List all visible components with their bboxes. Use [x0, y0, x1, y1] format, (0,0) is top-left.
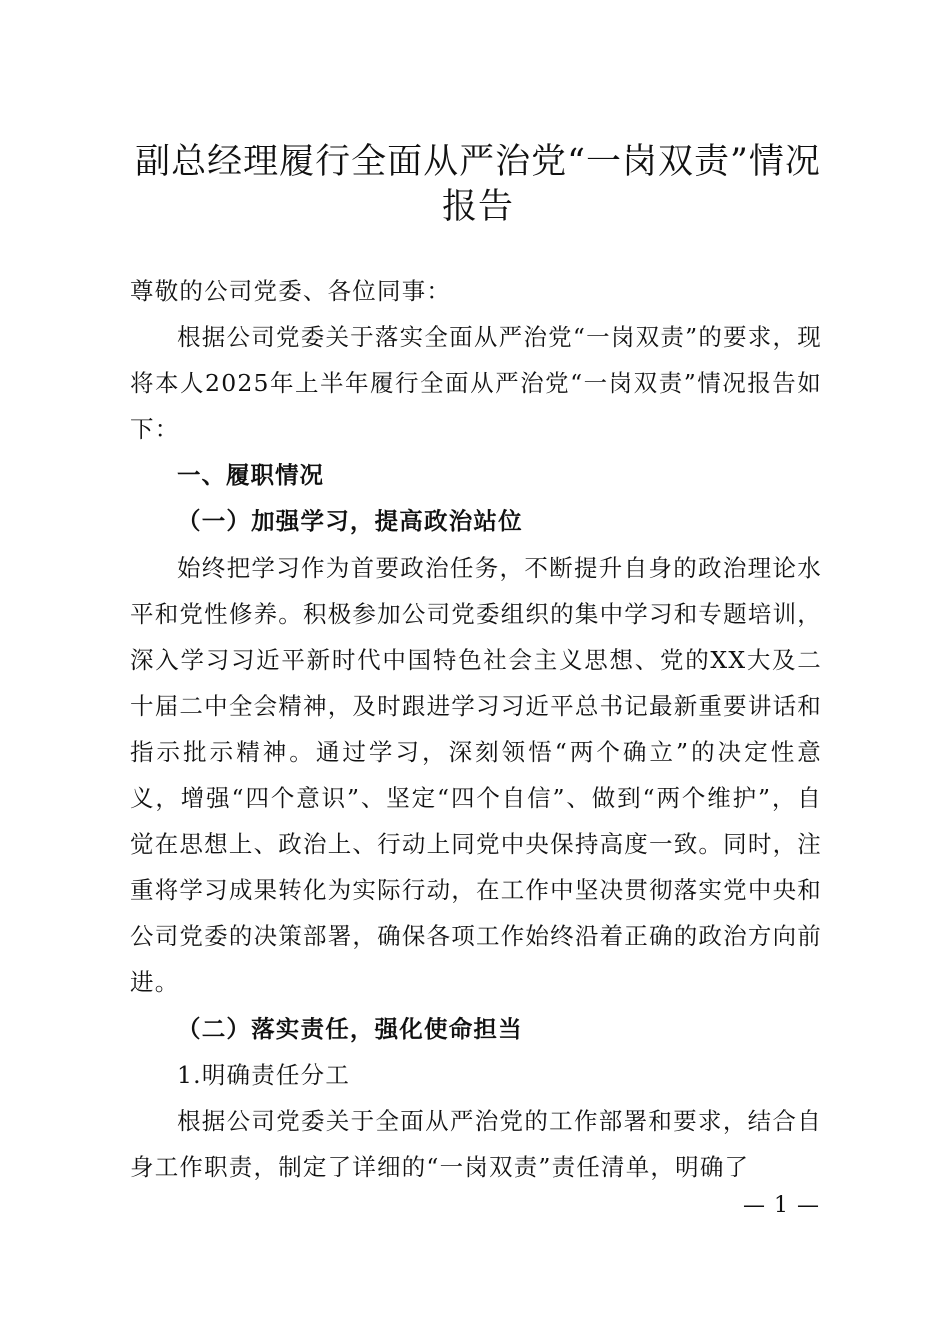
salutation: 尊敬的公司党委、各位同事：	[130, 277, 452, 305]
section-heading-performance: 一、履职情况	[177, 461, 324, 490]
subsection-heading-study: （一）加强学习，提高政治站位	[177, 507, 523, 536]
subsection-heading-responsibility: （二）落实责任，强化使命担当	[177, 1014, 523, 1043]
subsection-body-study: 始终把学习作为首要政治任务，不断提升自身的政治理论水平和党性修养。积极参加公司党委组织的集中学习和专题培训，深入学习习近平新时代中国特色社会主义思想、党的XX大及二十届二中全会精神，及时跟进学习习近平总书记最新重要讲话和指示批示精神。通过学习，深刻领悟“两个确立”的决定性意义，增强“四个意识”、坚定“四个自信”、做到“两个维护”，自觉在思想上、政治上、行动上同党中央保持高度一致。同时，注重将学习成果转化为实际行动，在工作中坚决贯彻落实党中央和公司党委的决策部署，确保各项工作始终沿着正确的政治方向前进。	[130, 553, 822, 997]
item-heading-division: 1.明确责任分工	[177, 1060, 351, 1089]
page-number: — 1 —	[743, 1193, 820, 1218]
document-title: 副总经理履行全面从严治党“一岗双责”情况报告	[135, 142, 821, 227]
intro-paragraph: 根据公司党委关于落实全面从严治党“一岗双责”的要求，现将本人2025年上半年履行全面从严治党“一岗双责”情况报告如下：	[130, 323, 822, 444]
document-body	[130, 268, 822, 1190]
item-body-division: 根据公司党委关于全面从严治党的工作部署和要求，结合自身工作职责，制定了详细的“一岗双责”责任清单，明确了	[130, 1106, 822, 1181]
